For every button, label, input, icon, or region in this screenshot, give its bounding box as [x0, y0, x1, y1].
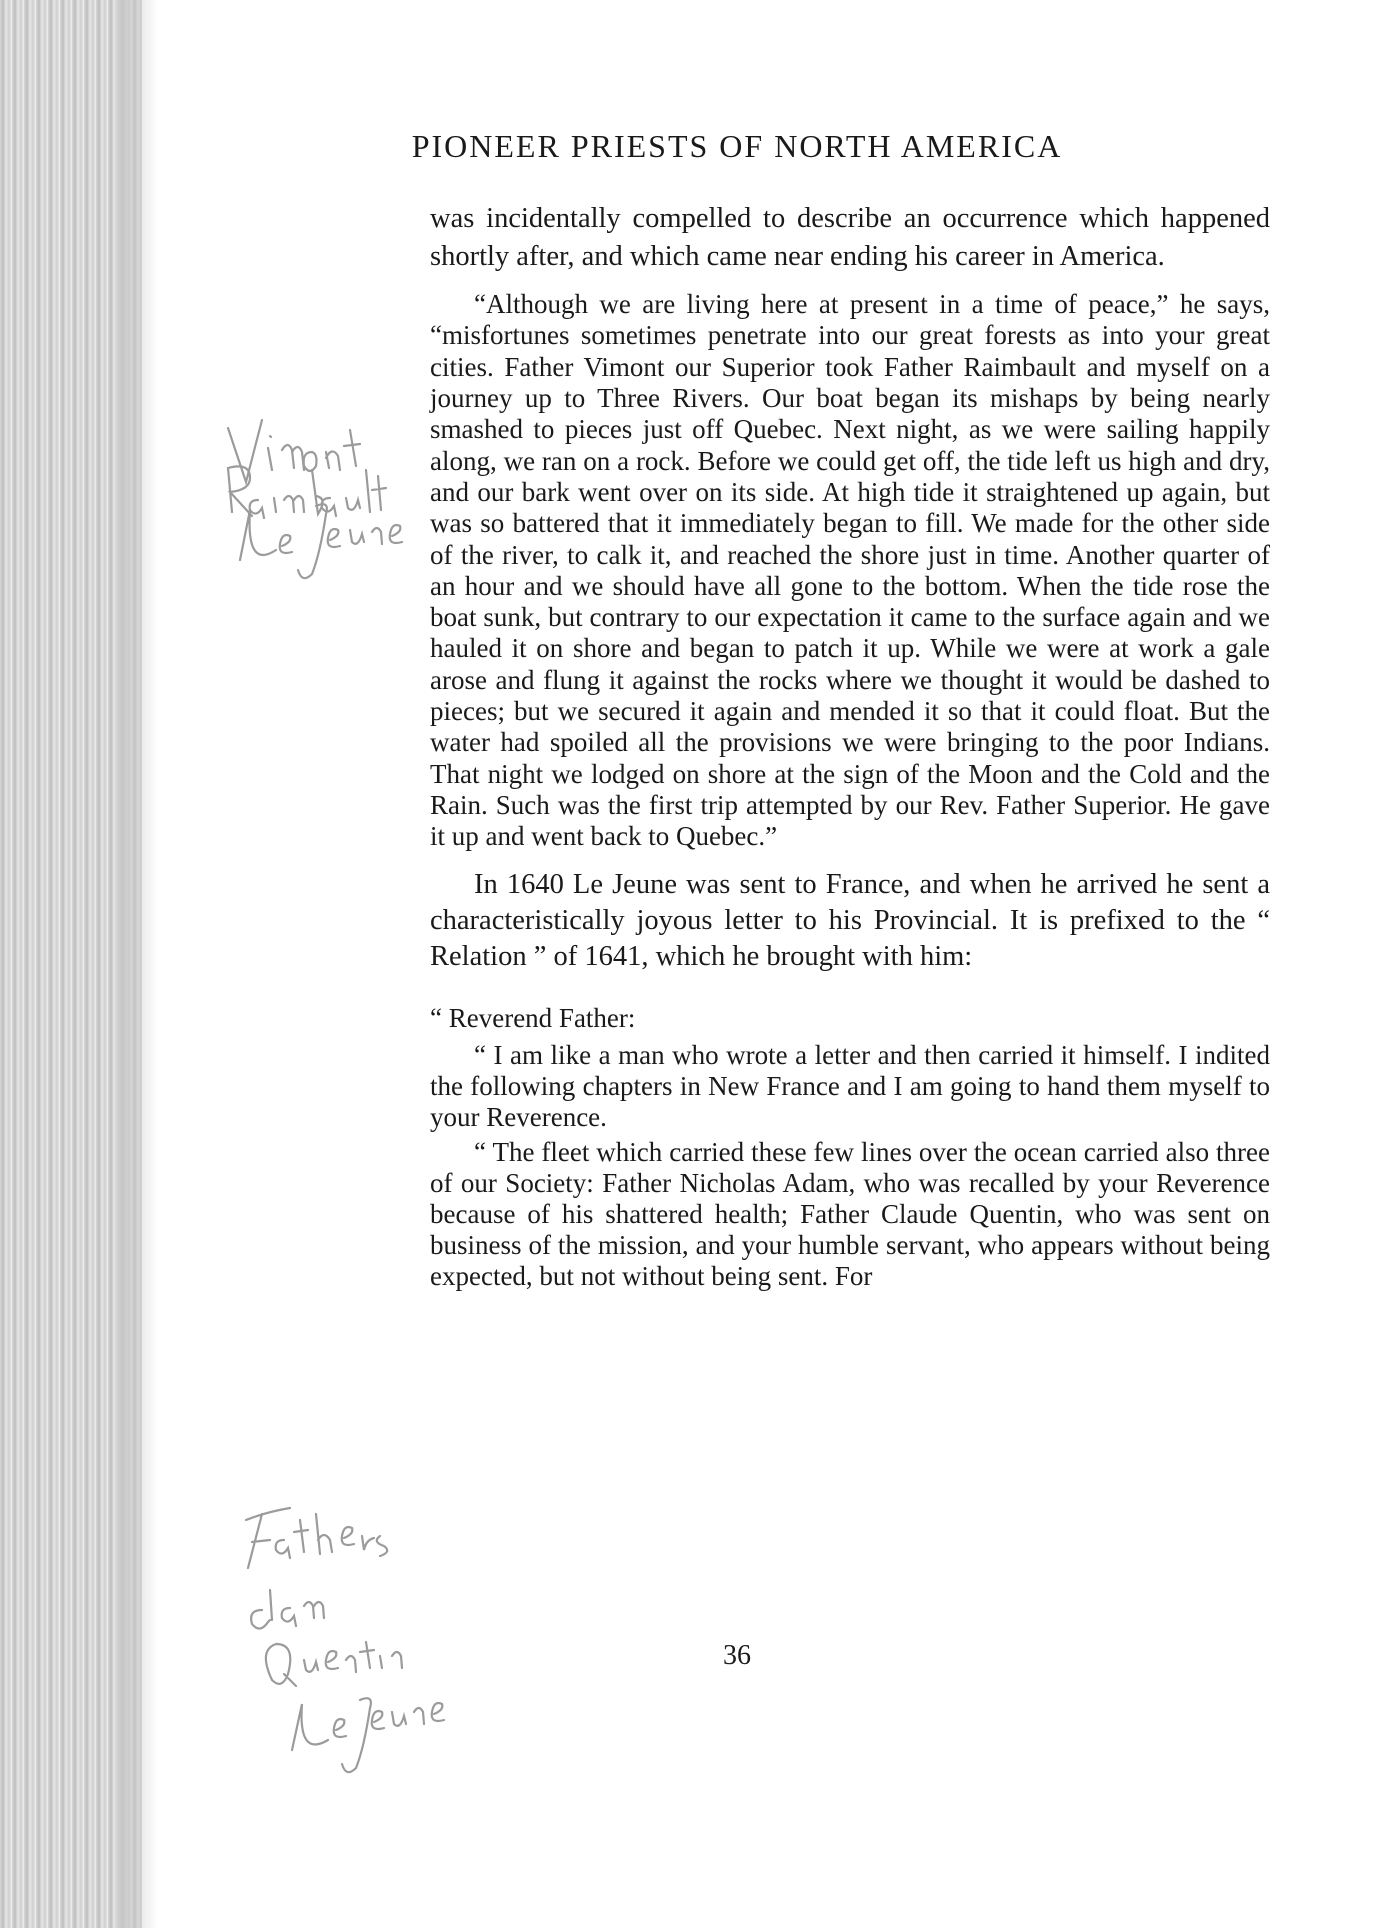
paragraph-letter-intro: In 1640 Le Jeune was sent to France, and when he arrived he sent a characteristically joyous letter to his Provincial. It is prefixed to the “ Relation ” of 1641, which he brought with him: — [430, 868, 1270, 972]
page-body — [430, 200, 1270, 1296]
letter-paragraph-2: “ The fleet which carried these few lines over the ocean carried also three of our Society: Father Nicholas Adam, who was recalled by your Reverence because of his shattered health; Father Claude Quentin, who was sent on business of the mission, and your humble servant, who appears without being expected, but not without being sent. For — [430, 1136, 1270, 1291]
running-head: PIONEER PRIESTS OF NORTH AMERICA — [411, 128, 1063, 164]
paragraph-quote: “Although we are living here at present in a time of peace,” he says, “misfortunes sometimes penetrate into our great forests as into your great cities. Father Vimont our Superior took Father Raimbault and myself on a journey up to Three Rivers. Our boat began its mishaps by being nearly smashed to pieces just off Quebec. Next night, as we were sailing happily along, we ran on a rock. Before we could get off, the tide left us high and dry, and our bark went over on its side. At high tide it straightened up again, but was so battered that it immediately began to fill. We made for the other side of the river, to calk it, and reached the shore just in time. Another quarter of an hour and we should have all gone to the bottom. When the tide rose the boat sunk, but contrary to our expectation it came to the surface again and we hauled it on shore and began to patch it up. While we were at work a gale arose and flung it against the rocks where we thought it would be dashed to pieces; but we secured it again and mended it so that it could float. But the water had spoiled all the provisions we were bringing to the poor Indians. That night we lodged on shore at the sign of the Moon and the Cold and the Rain. Such was the first trip attempted by our Rev. Father Superior. He gave it up and went back to Quebec.” — [430, 289, 1270, 852]
marginalia-top — [228, 420, 402, 578]
page-number: 36 — [723, 1640, 751, 1671]
letter-salutation: “ Reverend Father: — [430, 1002, 636, 1033]
gutter-shadow — [118, 0, 158, 1928]
paragraph-continuation: was incidentally compelled to describe an occurrence which happened shortly after, and which came near ending his career in America. — [430, 203, 1270, 272]
letter-paragraph-1: “ I am like a man who wrote a letter and then carried it himself. I indited the following chapters in New France and I am going to hand them myself to your Reverence. — [430, 1039, 1270, 1132]
